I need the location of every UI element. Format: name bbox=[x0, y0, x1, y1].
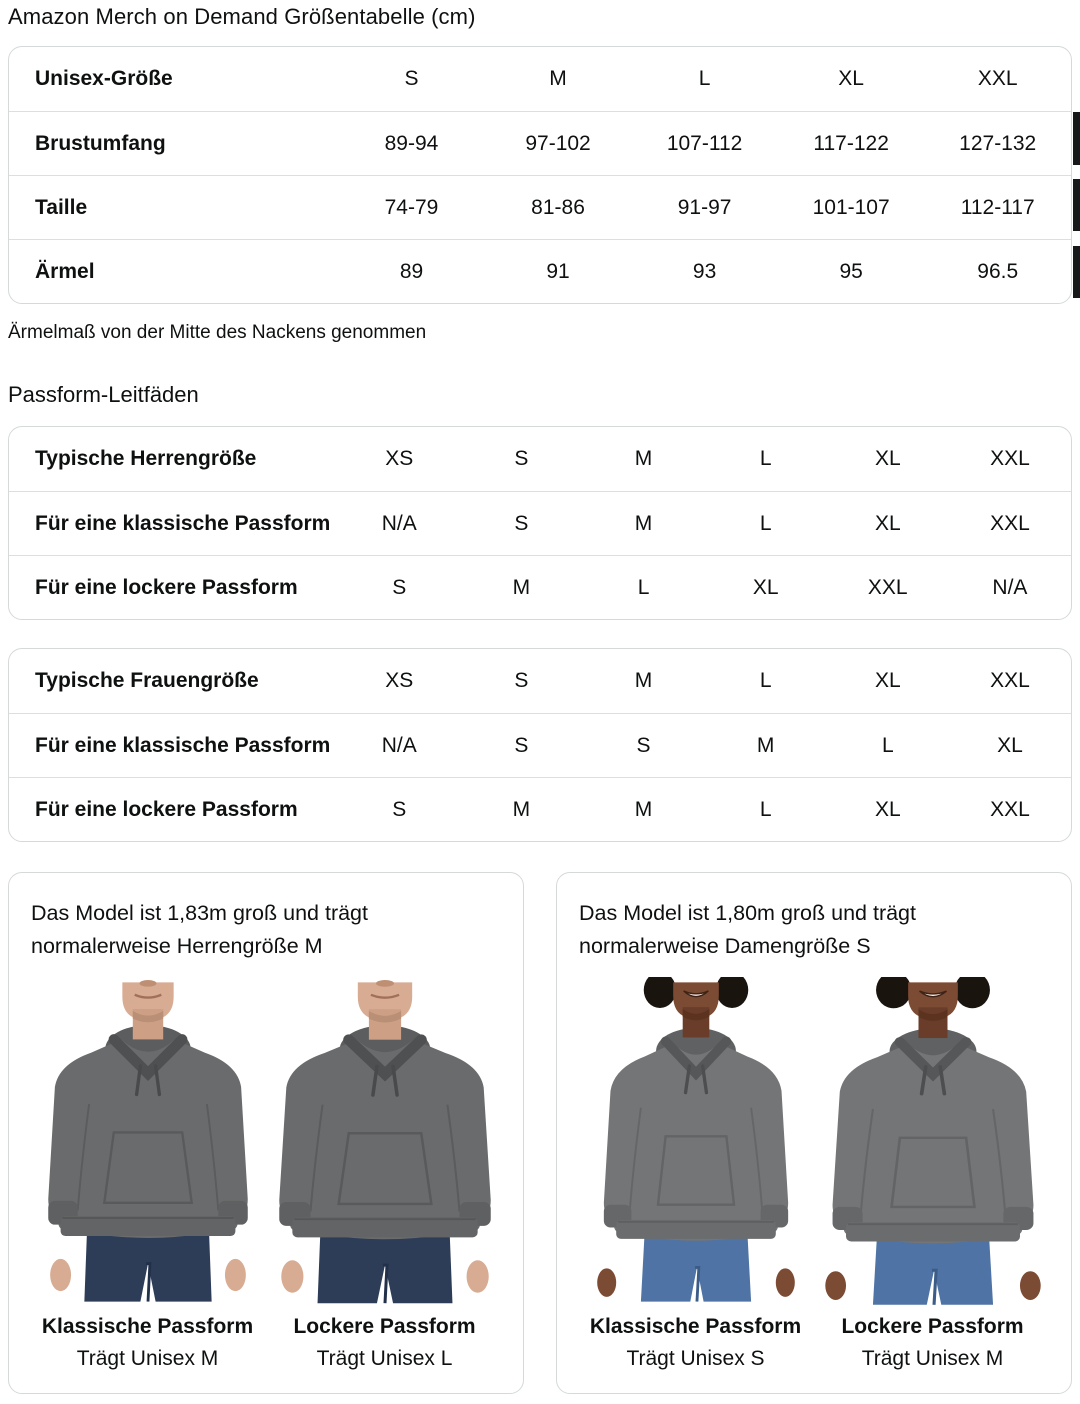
row-label: Für eine lockere Passform bbox=[9, 555, 338, 619]
size-cell: S bbox=[338, 777, 460, 841]
row-label: Typische Herrengröße bbox=[35, 447, 257, 470]
size-cell: L bbox=[827, 713, 949, 777]
worn-size-label: Trägt Unisex M bbox=[76, 1347, 219, 1370]
size-cell: S bbox=[514, 669, 529, 692]
female-model-classic-fit-photo bbox=[582, 977, 810, 1307]
table-row bbox=[9, 239, 1071, 303]
male-model-loose-fit-photo bbox=[271, 977, 499, 1307]
size-cell: XXL bbox=[949, 777, 1071, 841]
measurement-cell: 112-117 bbox=[924, 175, 1071, 239]
size-cell: S bbox=[338, 555, 460, 619]
size-cell: S bbox=[460, 713, 582, 777]
row-label: Brustumfang bbox=[9, 111, 338, 175]
model-card-description: Das Model ist 1,83m groß und trägt normalerweise Herrengröße M bbox=[31, 901, 368, 958]
unisex-size-table bbox=[8, 46, 1072, 304]
scrollbar-thumb-segment[interactable] bbox=[1073, 179, 1080, 231]
fit-label: Lockere Passform bbox=[841, 1315, 1024, 1338]
worn-size-label: Trägt Unisex M bbox=[861, 1347, 1004, 1370]
size-cell: M bbox=[460, 555, 582, 619]
size-cell: S bbox=[404, 67, 419, 90]
size-cell: L bbox=[759, 669, 772, 692]
size-cell: M bbox=[549, 67, 567, 90]
male-model-classic-fit-photo bbox=[34, 977, 262, 1307]
size-cell: S bbox=[582, 713, 704, 777]
female-model-card bbox=[556, 872, 1072, 1394]
size-cell: M bbox=[634, 669, 653, 692]
size-cell: XL bbox=[874, 669, 901, 692]
table-row bbox=[9, 555, 1071, 619]
measurement-cell: 91 bbox=[485, 239, 632, 303]
size-cell: XS bbox=[385, 669, 414, 692]
measurement-cell: 89 bbox=[338, 239, 485, 303]
male-model-card bbox=[8, 872, 524, 1394]
size-cell: L bbox=[582, 555, 704, 619]
size-cell: M bbox=[634, 447, 653, 470]
worn-size-label: Trägt Unisex S bbox=[626, 1347, 765, 1370]
fit-label: Lockere Passform bbox=[293, 1315, 476, 1338]
size-cell: XL bbox=[827, 777, 949, 841]
size-cell: XL bbox=[949, 713, 1071, 777]
size-cell: M bbox=[582, 491, 704, 555]
mens-fit-table bbox=[8, 426, 1072, 620]
loose-fit-column bbox=[814, 977, 1051, 1371]
figures-row bbox=[577, 977, 1051, 1371]
model-cards-row bbox=[8, 872, 1072, 1394]
worn-size-label: Trägt Unisex L bbox=[316, 1347, 453, 1370]
size-cell: XXL bbox=[949, 491, 1071, 555]
row-label: Für eine klassische Passform bbox=[9, 491, 338, 555]
size-cell: XL bbox=[838, 67, 864, 90]
table-row bbox=[9, 777, 1071, 841]
size-cell: XS bbox=[385, 447, 414, 470]
row-label: Für eine klassische Passform bbox=[9, 713, 338, 777]
measurement-cell: 91-97 bbox=[631, 175, 778, 239]
row-label: Taille bbox=[9, 175, 338, 239]
measurement-cell: 101-107 bbox=[778, 175, 925, 239]
size-cell: S bbox=[460, 491, 582, 555]
scrollbar-thumb-segment[interactable] bbox=[1073, 112, 1080, 165]
measurement-cell: 81-86 bbox=[485, 175, 632, 239]
measurement-cell: 89-94 bbox=[338, 111, 485, 175]
scrollbar-thumb-segment[interactable] bbox=[1073, 246, 1080, 298]
row-label: Typische Frauengröße bbox=[35, 669, 259, 692]
fit-guides-heading: Passform-Leitfäden bbox=[8, 382, 199, 407]
measurement-cell: 97-102 bbox=[485, 111, 632, 175]
row-label: Für eine lockere Passform bbox=[9, 777, 338, 841]
loose-fit-column bbox=[266, 977, 503, 1371]
classic-fit-column bbox=[29, 977, 266, 1371]
size-cell: L bbox=[698, 67, 711, 90]
size-cell: L bbox=[705, 777, 827, 841]
classic-fit-column bbox=[577, 977, 814, 1371]
size-cell: N/A bbox=[949, 555, 1071, 619]
page-title: Amazon Merch on Demand Größentabelle (cm) bbox=[8, 4, 476, 29]
row-label: Unisex-Größe bbox=[35, 67, 173, 90]
measurement-cell: 117-122 bbox=[778, 111, 925, 175]
size-cell: XXL bbox=[990, 669, 1030, 692]
table-row bbox=[9, 175, 1071, 239]
size-cell: XL bbox=[705, 555, 827, 619]
row-label: Ärmel bbox=[9, 239, 338, 303]
measurement-cell: 93 bbox=[631, 239, 778, 303]
size-cell: XL bbox=[827, 491, 949, 555]
size-cell: M bbox=[460, 777, 582, 841]
measurement-cell: 96.5 bbox=[924, 239, 1071, 303]
size-cell: XXL bbox=[977, 67, 1018, 90]
sleeve-measurement-note: Ärmelmaß von der Mitte des Nackens genommen bbox=[8, 322, 427, 343]
table-row bbox=[9, 47, 1071, 111]
womens-fit-table bbox=[8, 648, 1072, 842]
measurement-cell: 74-79 bbox=[338, 175, 485, 239]
fit-label: Klassische Passform bbox=[589, 1315, 802, 1338]
size-cell: XXL bbox=[827, 555, 949, 619]
model-card-description: Das Model ist 1,80m groß und trägt normalerweise Damengröße S bbox=[579, 901, 916, 958]
size-cell: XXL bbox=[990, 447, 1030, 470]
female-model-loose-fit-photo bbox=[819, 977, 1047, 1307]
size-cell: L bbox=[759, 447, 772, 470]
size-cell: M bbox=[582, 777, 704, 841]
measurement-cell: 107-112 bbox=[631, 111, 778, 175]
size-cell: N/A bbox=[338, 491, 460, 555]
size-cell: M bbox=[705, 713, 827, 777]
size-cell: XL bbox=[874, 447, 901, 470]
measurement-cell: 95 bbox=[778, 239, 925, 303]
table-row bbox=[9, 649, 1071, 713]
size-cell: S bbox=[514, 447, 529, 470]
size-cell: L bbox=[705, 491, 827, 555]
measurement-cell: 127-132 bbox=[924, 111, 1071, 175]
table-row bbox=[9, 427, 1071, 491]
size-cell: N/A bbox=[338, 713, 460, 777]
table-row bbox=[9, 491, 1071, 555]
table-row bbox=[9, 713, 1071, 777]
table-row bbox=[9, 111, 1071, 175]
figures-row bbox=[29, 977, 503, 1371]
fit-label: Klassische Passform bbox=[41, 1315, 254, 1338]
